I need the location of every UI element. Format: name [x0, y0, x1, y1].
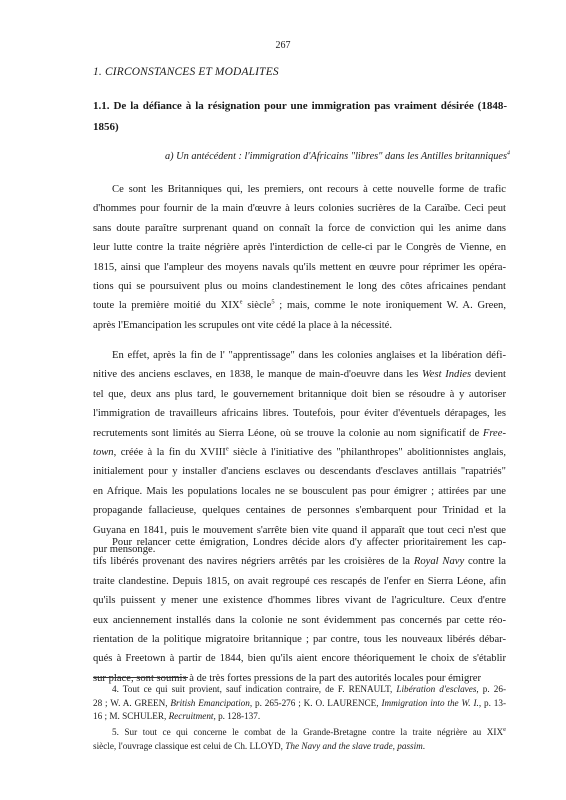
text-run: eux anciennement installés dans la colonie ne sont évidemment pas concernés par cette réo- — [93, 614, 506, 626]
sub-subsection-heading-text: a) Un antécédent : l'immigration d'Africains "libres" dans les Antilles britanniques — [165, 151, 507, 162]
paragraph-3 — [93, 533, 506, 688]
italic-text: Immigration into the W. I. — [381, 697, 479, 708]
text-line — [93, 572, 506, 591]
text-run: devient — [471, 369, 506, 381]
text-run: siècle à l'initiative des "philanthropes" abolitionnistes anglais, — [228, 446, 506, 458]
text-run: , p. 13- — [478, 697, 506, 708]
footnote-ref: 5 — [271, 298, 275, 306]
text-line — [93, 404, 506, 423]
text-run: recrutements sont limités au Sierra Léone, où se trouve la colonie au nom significatif de — [93, 427, 483, 439]
section-heading: 1. CIRCONSTANCES ET MODALITES — [93, 66, 279, 78]
text-run: traite clandestine. Depuis 1815, on avait regroupé ces rescapés de l'enfer en Sierra Léone, afin — [93, 575, 506, 587]
text-run: leur lutte contre la traite négrière après l'interdiction de celle-ci par le Congrès de Vienne, en — [93, 242, 506, 254]
italic-text: Free- — [482, 427, 506, 439]
text-run: ; mais, comme le note ironiquement W. A. Green, — [274, 300, 506, 312]
text-run: nitive des anciens esclaves, en 1838, le manque de main-d'oeuvre dans les — [93, 369, 422, 381]
paragraph-1 — [93, 180, 506, 335]
text-run: siècle, l'ouvrage classique est celui de Ch. LLOYD, — [93, 740, 286, 751]
text-line — [93, 591, 506, 610]
text-run: pur mensonge. — [93, 543, 156, 555]
text-line — [93, 710, 506, 724]
text-line — [93, 346, 506, 365]
text-line — [93, 199, 506, 218]
superscript: e — [503, 725, 506, 733]
subsection-heading-line: 1.1. De la défiance à la résignation pour une immigration pas vraiment désirée (1848- — [93, 100, 507, 112]
text-line — [93, 277, 506, 296]
text-line — [93, 726, 506, 740]
text-run: tel que, deux ans plus tard, le gouvernement britannique doit bien se résoudre à y autoriser — [93, 388, 506, 400]
text-line — [93, 533, 506, 552]
text-run: siècle — [242, 300, 272, 312]
text-line — [93, 443, 506, 462]
text-run: Pour relancer cette émigration, Londres décide alors d'y affecter prioritairement les cap- — [112, 537, 506, 548]
text-run: , p. 128-137. — [213, 711, 261, 722]
footnote-ref: 4 — [507, 150, 510, 157]
text-run: Ce sont les Britanniques qui, les premiers, ont recours à cette nouvelle forme de trafic — [112, 184, 506, 195]
text-line — [93, 649, 506, 668]
text-line — [93, 219, 506, 238]
text-run: 16 ; M. SCHULER, — [93, 711, 169, 722]
text-line — [93, 365, 506, 384]
text-line — [93, 296, 506, 315]
page-number: 267 — [275, 40, 291, 51]
text-run: Guyana en 1841, puis le mouvement s'arrête bien vite quand il apparaît que tout ceci n'est que — [93, 524, 506, 536]
sub-subsection-heading — [150, 151, 510, 162]
text-line — [93, 180, 506, 199]
text-line — [93, 501, 506, 520]
text-line — [93, 316, 506, 335]
italic-text: The Navy and the slave trade, passim — [285, 740, 423, 751]
subsection-heading — [93, 96, 507, 138]
italic-text: town — [93, 446, 114, 458]
text-run: initialement pour y installer d'anciens esclaves ou descendants d'esclaves antillais "rapatriés" — [93, 466, 506, 478]
text-run: après l'Emancipation les scrupules ont vite cédé la place à la nécessité. — [93, 319, 392, 331]
superscript: e — [225, 445, 229, 453]
text-line — [93, 683, 506, 697]
footnote-5 — [93, 726, 506, 753]
italic-text: Royal Navy — [413, 556, 465, 568]
text-run: , p. 26- — [476, 684, 507, 694]
text-run: 28 ; W. A. GREEN, — [93, 697, 171, 708]
text-run: tifs libérés provenant des navires négriers arrêtés par les croisières de la — [93, 556, 414, 568]
text-run: En effet, après la fin de l' "apprentissage" dans les colonies anglaises et la libération défi- — [112, 350, 506, 361]
text-line — [93, 385, 506, 404]
text-run: , p. 265-276 ; K. O. LAURENCE, — [249, 697, 382, 708]
text-run: qués à Freetown à partir de 1844, bien qu'ils aient encore théoriquement le choix de s'établir — [93, 653, 506, 665]
text-line — [93, 238, 506, 257]
subsection-heading-line: 1856) — [93, 121, 119, 133]
text-line — [93, 424, 506, 443]
paragraph-2 — [93, 346, 506, 559]
text-run: l'immigration de travailleurs africains libres. Toutefois, pour éviter d'éventuels dérapages, les — [93, 408, 506, 420]
text-run: sur place, sont soumis à de très fortes pressions de la part des autorités locales pour émigrer — [93, 672, 482, 684]
text-run: 5. Sur tout ce qui concerne le combat de la Grande-Bretagne contre la traite négrière au XIX — [112, 727, 504, 737]
text-line — [93, 462, 506, 481]
text-run: d'hommes pour fournir de la main d'œuvre à leurs colonies sucrières de la Caraïbe. Ceci peut — [93, 203, 506, 215]
text-line — [93, 630, 506, 649]
text-run: rientation de la politique migratoire britannique ; par contre, tous les nouveaux libérés débar- — [93, 633, 506, 645]
italic-text: British Emancipation — [170, 697, 250, 708]
text-line — [93, 697, 506, 711]
text-run: . — [422, 740, 426, 751]
superscript: e — [239, 298, 243, 306]
italic-text: West Indies — [421, 369, 472, 381]
footnote-4 — [93, 683, 506, 724]
text-run: qu'ils puissent y mener une existence d'hommes libres vivant de l'agriculture. Ceux d'entre — [93, 595, 506, 607]
text-line — [93, 552, 506, 571]
italic-text: Recruitment — [168, 711, 214, 722]
text-run: tions qui se poursuivent plus ou moins clandestinement le long des côtes africaines pendant — [93, 280, 506, 292]
text-run: toute la première moitié du XIX — [93, 300, 240, 312]
text-line — [93, 482, 506, 501]
text-line — [93, 740, 506, 754]
italic-text: Libération d'esclaves — [396, 684, 477, 694]
text-run: en Afrique. Mais les populations locales ne se bousculent pas pour émigrer ; attirées par une — [93, 485, 506, 497]
text-run: propagande fallacieuse, quelques centaines de personnes s'embarquent pour Trinidad et la — [93, 505, 506, 517]
text-line — [93, 611, 506, 630]
text-run: , créée à la fin du XVIII — [113, 446, 226, 458]
footnote-separator — [93, 677, 188, 678]
text-run: sans doute paraître surprenant quand on connaît la force de conviction qui les anime dans — [93, 222, 506, 234]
text-run: 4. Tout ce qui suit provient, sauf indication contraire, de F. RENAULT, — [112, 684, 397, 694]
text-run: 1815, ainsi que l'ampleur des moyens navals qu'ils mettent en œuvre pour réprimer les opéra- — [93, 261, 506, 273]
text-line — [93, 258, 506, 277]
text-run: contre la — [464, 556, 506, 568]
